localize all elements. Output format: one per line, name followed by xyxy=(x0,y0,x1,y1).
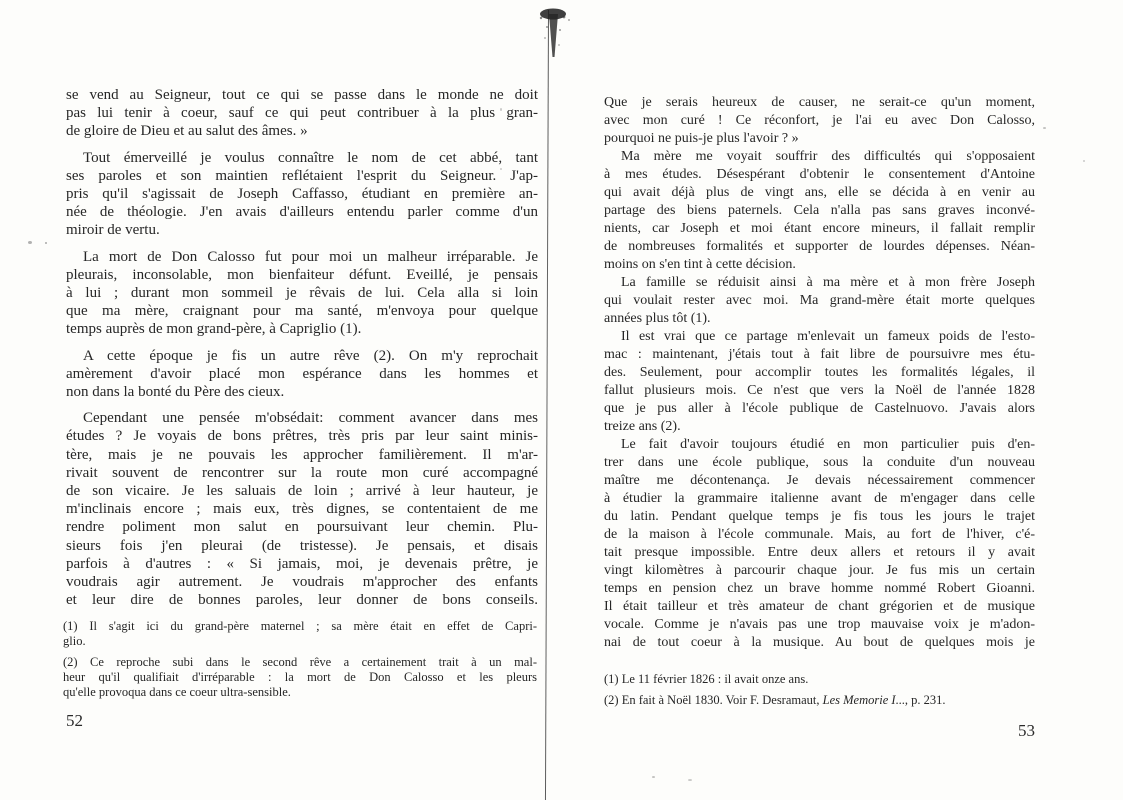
text-line: des. Seulement, pour accomplir toutes les formalités légales, il xyxy=(604,365,1035,380)
scan-speck xyxy=(1043,127,1046,129)
text-line: pris qu'il s'agissait de Joseph Caffasso, étudiant en première an- xyxy=(66,186,538,203)
text-line: pleurais, inconsolable, mon bienfaiteur défunt. Eveillé, je pensais xyxy=(66,266,538,283)
paragraph xyxy=(604,94,1035,148)
paragraph xyxy=(66,86,538,141)
text-line: mac : maintenant, j'étais tout à fait libre de poursuivre mes étu- xyxy=(604,347,1035,362)
text-line: qui voulait rester avec moi. Ma grand-mère était morte quelques xyxy=(604,293,1035,308)
text-line: tait presque impossible. Entre deux allers et retours il y avait xyxy=(604,545,1035,560)
text-line: temps auprès de mon grand-père, à Capriglio (1). xyxy=(66,321,362,338)
text-line: vingt kilomètres à parcourir chaque jour. Je fus mis un certain xyxy=(604,563,1035,578)
text-line: trer dans une école publique, sous la conduite d'un nouveau xyxy=(604,455,1035,470)
ink-smudge xyxy=(533,5,573,67)
text-line: amèrement d'avoir placé mon espérance dans les hommes et xyxy=(66,365,538,382)
text-line: moins on s'en tint à cette décision. xyxy=(604,257,796,272)
text-line: vocale. Comme je n'avais pas une trop mauvaise voix je m'adon- xyxy=(604,617,1035,632)
text-line: voudrais agir autrement. Je voudrais m'approcher des enfants xyxy=(66,574,538,591)
text-line: partage des biens paternels. Cela n'alla pas sans graves inconvé- xyxy=(604,203,1035,218)
scan-speck xyxy=(688,779,692,781)
text-line: à lui ; durant mon sommeil je rêvais de lui. Cela alla si loin xyxy=(66,285,538,302)
text-line: non dans la bonté du Père des cieux. xyxy=(66,384,285,401)
text-line: A cette époque je fis un autre rêve (2). On m'y reprochait xyxy=(83,347,538,364)
text-line: glio. xyxy=(63,634,86,648)
page-number-right: 53 xyxy=(1018,721,1035,740)
text-line: rendre poliment mon salut en poursuivant leur chemin. Plu- xyxy=(66,519,538,536)
paragraph xyxy=(66,149,538,240)
text-line: rivait souvent de rencontrer sur la route mon curé accompagné xyxy=(66,464,538,481)
text-line: (1) Le 11 février 1826 : il avait onze ans. xyxy=(604,672,809,686)
text-line: sieurs fois j'en pleurai (de tristesse). Je pensais, et disais xyxy=(66,537,538,554)
text-line: que je pus aller à l'école publique de Castelnuovo. J'avais alors xyxy=(604,401,1035,416)
scan-speck xyxy=(45,242,47,244)
text-line: qu'elle provoqua dans ce coeur ultra-sensible. xyxy=(63,685,291,699)
text-line: à mes études. Désespérant d'obtenir le consentement d'Antoine xyxy=(604,167,1035,182)
text-line: de gloire de Dieu et au salut des âmes. » xyxy=(66,123,308,140)
text-line: fallut plusieurs mois. Ce n'est que vers la Noël de l'année 1828 xyxy=(604,383,1035,398)
page-left-footnotes xyxy=(63,619,537,706)
citation-title: Les Memorie I xyxy=(822,693,896,707)
text-line: études ? Je voyais de bons prêtres, très pris par leur saint minis- xyxy=(66,428,538,445)
text-line: nai de tout coeur à la musique. Au bout de quelques mois je xyxy=(604,635,1035,650)
footnote xyxy=(63,619,537,649)
scan-speck xyxy=(1083,160,1085,162)
text-line: à étudier la grammaire italienne avant de m'engager dans celle xyxy=(604,491,1035,506)
page-left-body xyxy=(66,86,538,617)
page-number-left: 52 xyxy=(66,711,83,730)
text-line: Que je serais heureux de causer, ne serait-ce qu'un moment, xyxy=(604,95,1035,110)
text-line: et leur dire de bonnes paroles, leur donner de bons conseils. xyxy=(66,592,538,609)
paragraph xyxy=(66,248,538,339)
text-line: née de théologie. J'en avais d'ailleurs entendu parler comme d'un xyxy=(66,204,538,221)
paragraph xyxy=(604,436,1035,652)
text-line: Le fait d'avoir toujours étudié en mon particulier puis d'en- xyxy=(621,437,1035,452)
page-right-footnotes xyxy=(604,672,1035,714)
text-line: Tout émerveillé je voulus connaître le nom de cet abbé, tant xyxy=(83,149,538,166)
paragraph xyxy=(66,347,538,402)
paragraph xyxy=(66,409,538,609)
text-line: temps en pension chez un brave homme nommé Robert Gioanni. xyxy=(604,581,1035,596)
text-line: pas lui tenir à coeur, sauf ce qui peut contribuer à la plus gran- xyxy=(66,105,538,122)
text-line: Il est vrai que ce partage m'enlevait un fameux poids de l'esto- xyxy=(621,329,1035,344)
text-line: de son vicaire. Je les saluais de loin ; arrivé à leur hauteur, je xyxy=(66,483,538,500)
text-line: ses paroles et son maintien reflétaient l'esprit du Seigneur. J'ap- xyxy=(66,167,538,184)
text-line: heur qu'il qualifiait d'irréparable : la mort de Don Calosso et les pleurs xyxy=(63,670,537,684)
scan-speck xyxy=(500,168,502,170)
scan-speck xyxy=(500,108,502,111)
text-line: La mort de Don Calosso fut pour moi un malheur irréparable. Je xyxy=(83,248,538,265)
footnote xyxy=(604,672,1035,687)
text-line: treize ans (2). xyxy=(604,419,681,434)
page-right-body xyxy=(604,94,1035,652)
text-line: années plus tôt (1). xyxy=(604,311,711,326)
text-line: du latin. Pendant quelque temps je fis tous les jours le trajet xyxy=(604,509,1035,524)
text-line: miroir de vertu. xyxy=(66,222,160,239)
text-line: (2) Ce reproche subi dans le second rêve a certainement trait à un mal- xyxy=(63,655,537,669)
scan-speck xyxy=(28,241,32,244)
footnote xyxy=(63,655,537,700)
text-line: tère, mais je ne pouvais les approcher familièrement. Il m'ar- xyxy=(66,446,538,463)
paragraph xyxy=(604,148,1035,274)
text-line: que ma mère, craignant pour ma santé, m'envoya pour quelque xyxy=(66,303,538,320)
text-line: parfois à d'autres : « Si jamais, moi, je devenais prêtre, je xyxy=(66,555,538,572)
text-line: maître me décontenança. Je devais nécessairement commencer xyxy=(604,473,1035,488)
text-line: se vend au Seigneur, tout ce qui se passe dans le monde ne doit xyxy=(66,87,538,103)
text-line: (1) Il s'agit ici du grand-père maternel ; sa mère était en effet de Capri- xyxy=(63,619,537,633)
text-line: de nombreuses formalités et supporter de lourdes dépenses. Néan- xyxy=(604,239,1035,254)
text-segment: (2) En fait à Noël 1830. Voir F. Desramaut, xyxy=(604,693,823,707)
text-line: nients, car Joseph et moi étant encore mineurs, il fallait remplir xyxy=(604,221,1035,236)
text-line: pourquoi ne puis-je plus l'avoir ? » xyxy=(604,131,799,146)
paragraph xyxy=(604,328,1035,436)
text-line: Cependant une pensée m'obsédait: comment avancer dans mes xyxy=(83,410,538,427)
text-line: La famille se réduisit ainsi à ma mère et à mon frère Joseph xyxy=(621,275,1035,290)
text-line: Il était tailleur et très amateur de chant grégorien et de musique xyxy=(604,599,1035,614)
footnote xyxy=(604,693,1035,708)
book-gutter-line xyxy=(545,10,549,800)
text-line xyxy=(604,693,1035,708)
text-line: m'inclinais encore ; mais eux, très dignes, se contentaient de me xyxy=(66,501,538,518)
text-line: qui avait déjà plus de vingt ans, elle se décida à en venir au xyxy=(604,185,1035,200)
paragraph xyxy=(604,274,1035,328)
text-segment: ..., p. 231. xyxy=(895,693,946,707)
text-line: avec mon curé ! Ce réconfort, je l'ai eu avec Don Calosso, xyxy=(604,113,1035,128)
text-line: de la maison à l'école communale. Mais, au fort de l'hiver, c'é- xyxy=(604,527,1035,542)
text-line: Ma mère me voyait souffrir des difficultés qui s'opposaient xyxy=(621,149,1035,164)
scan-speck xyxy=(652,776,655,778)
